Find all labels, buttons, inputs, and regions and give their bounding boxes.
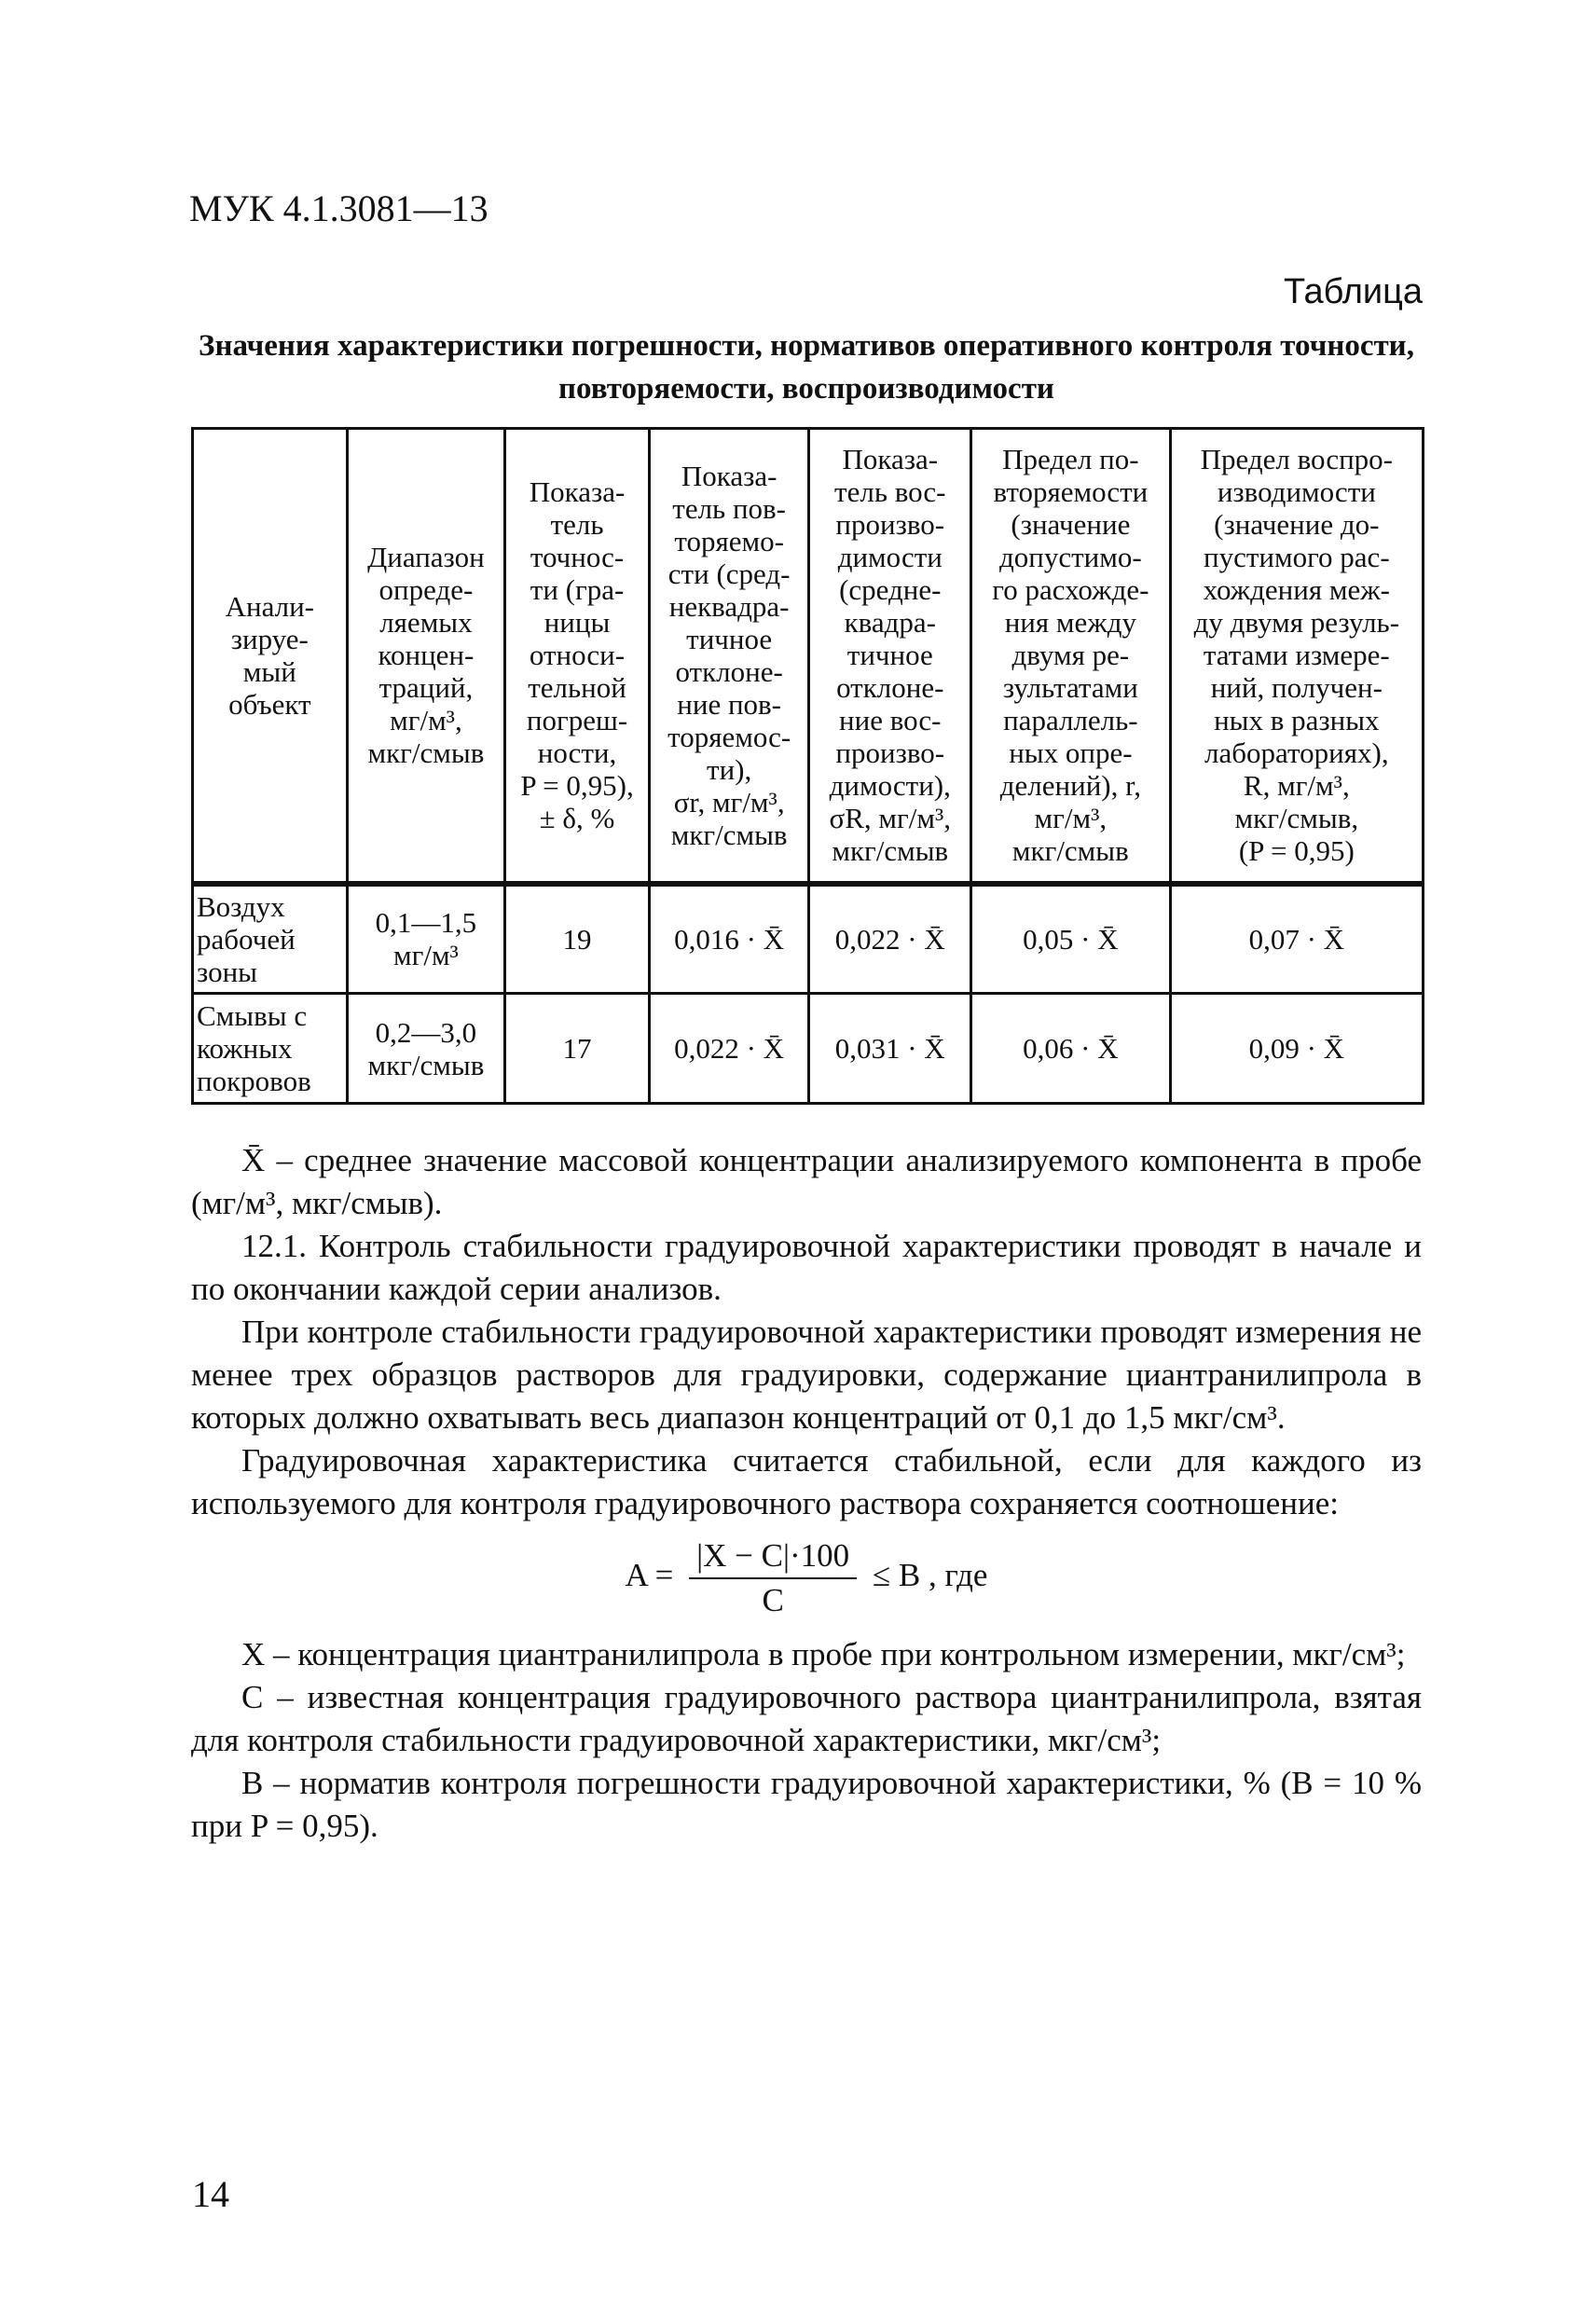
stability-formula	[191, 1534, 1422, 1622]
cell-range: 0,2—3,0 мкг/смыв	[347, 994, 505, 1104]
cell-repeatability: 0,016 · X̄	[649, 884, 809, 994]
formula-fraction	[689, 1534, 857, 1622]
page-number: 14	[192, 2173, 229, 2215]
cell-repeatability: 0,022 · X̄	[649, 994, 809, 1104]
cell-object: Смывы с кожных покровов	[193, 994, 348, 1104]
header-repeatability-limit: Предел по- вторяемости (значение допустимо- го расхожде- ния между двумя ре- зультатами параллель- ных опре- делений), r, мг/м³, мкг/смыв	[971, 429, 1171, 884]
formula-numerator: |X − C|·100	[689, 1534, 857, 1579]
formula-rhs: ≤ B , где	[872, 1557, 988, 1594]
paragraph-12-1: 12.1. Контроль стабильности градуировочной характеристики проводят в начале и по окончании каждой серии анализов.	[191, 1228, 1422, 1307]
cell-reproducibility: 0,022 · X̄	[809, 884, 971, 994]
paragraph-x-definition: X – концентрация циантранилипрола в пробе при контрольном измерении, мкг/см³;	[241, 1636, 1406, 1672]
header-concentration-range: Диапазон опреде- ляемых концен- траций, мг/м³, мкг/смыв	[347, 429, 505, 884]
header-accuracy: Показа- тель точнос- ти (гра- ницы относи- тельной погреш- ности, P = 0,95), ± δ, %	[505, 429, 650, 884]
cell-object: Воздух рабочей зоны	[193, 884, 348, 994]
cell-reproducibility-limit: 0,07 · X̄	[1170, 884, 1423, 994]
header-reproducibility-limit: Предел воспро- изводимости (значение до- пустимого рас- хождения меж- ду двумя резуль- татами измере- ний, получен- ных в разных лабораториях), R, мг/м³, мкг/смыв, (P = 0,95)	[1170, 429, 1423, 884]
paragraph-stability-condition: Градуировочная характеристика считается стабильной, если для каждого из используемого для контроля градуировочного раствора сохраняется соотношение:	[191, 1442, 1422, 1521]
data-table	[191, 427, 1424, 1105]
cell-range: 0,1—1,5 мг/м³	[347, 884, 505, 994]
cell-reproducibility-limit: 0,09 · X̄	[1170, 994, 1423, 1104]
paragraph-control-measurements: При контроле стабильности градуировочной характеристики проводят измерения не менее трех образцов растворов для градуировки, содержание циантранилипрола в которых должно охватывать весь диапазон концентраций от 0,1 до 1,5 мкг/см³.	[191, 1314, 1422, 1436]
cell-repeatability-limit: 0,05 · X̄	[971, 884, 1171, 994]
cell-accuracy: 17	[505, 994, 650, 1104]
header-analyzed-object: Анали- зируе- мый объект	[193, 429, 348, 884]
formula-denominator: C	[762, 1582, 784, 1618]
header-repeatability: Показа- тель пов- торяемо- сти (сред- неквадра- тичное отклоне- ние пов- торяемос- ти), σr, мг/м³, мкг/смыв	[649, 429, 809, 884]
table-label: Таблица	[1284, 272, 1423, 311]
cell-accuracy: 19	[505, 884, 650, 994]
table-header-row	[193, 429, 1424, 884]
paragraph-b-definition: B – норматив контроля погрешности градуировочной характеристики, % (B = 10 % при P = 0,95).	[191, 1765, 1422, 1844]
document-code: МУК 4.1.3081—13	[189, 187, 488, 229]
paragraph-c-definition: C – известная концентрация градуировочного раствора циантранилипрола, взятая для контроля стабильности градуировочной характеристики, мкг/см³;	[191, 1679, 1422, 1758]
table-row	[193, 994, 1424, 1104]
table-title: Значения характеристики погрешности, нормативов оперативного контроля точности, повторяемости, воспроизводимости	[199, 329, 1414, 406]
cell-reproducibility: 0,031 · X̄	[809, 994, 971, 1104]
table-row	[193, 884, 1424, 994]
body-text	[191, 1139, 1422, 1848]
cell-repeatability-limit: 0,06 · X̄	[971, 994, 1171, 1104]
header-reproducibility: Показа- тель вос- произво- димости (средне- квадра- тичное отклоне- ние вос- произво- димости), σR, мг/м³, мкг/смыв	[809, 429, 971, 884]
paragraph-mean-definition: X̄ – среднее значение массовой концентрации анализируемого компонента в пробе (мг/м³, мкг/смыв).	[191, 1142, 1422, 1221]
formula-lhs: A =	[625, 1557, 674, 1594]
